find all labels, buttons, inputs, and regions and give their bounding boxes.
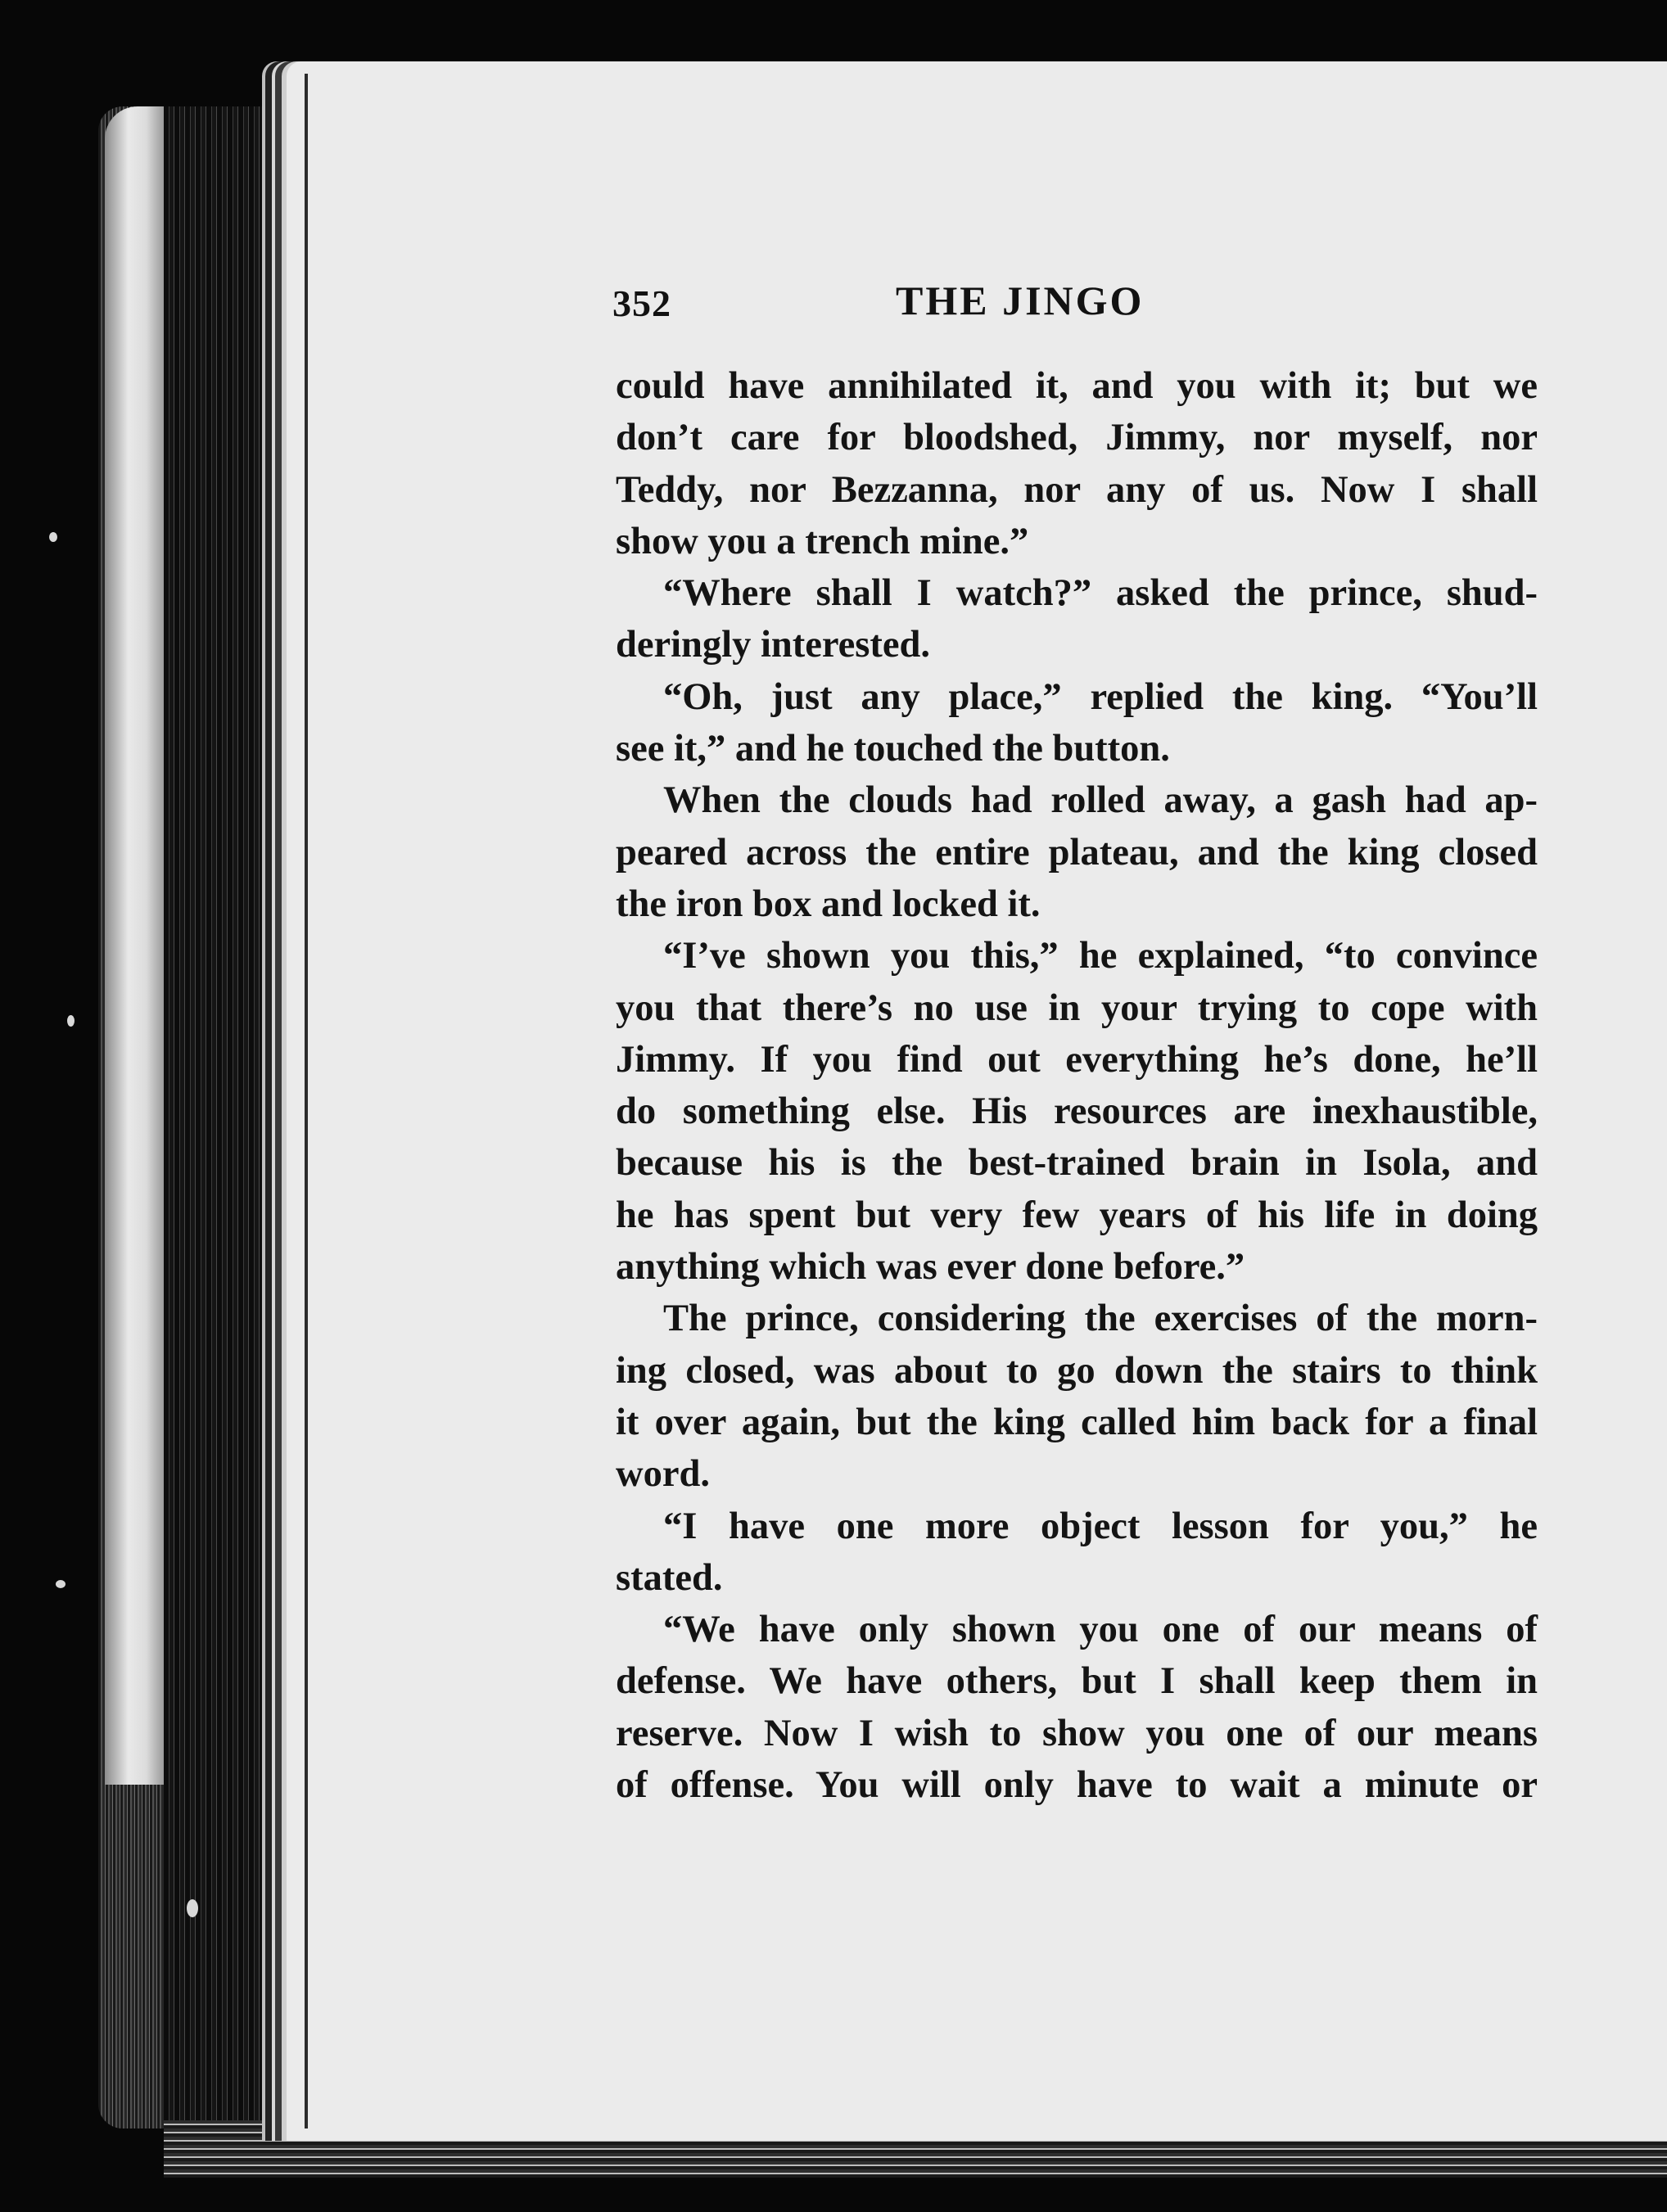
facing-page-edge [105,106,164,1785]
dust-speck [187,1899,198,1917]
text-line: “I’ve shown you this,” he explained, “to convince [663,935,1538,977]
text-line: “We have only shown you one of our means of [663,1609,1538,1651]
text-line: “Where shall I watch?” asked the prince, shud- [663,572,1538,615]
page-header [612,277,1538,334]
text-line: defense. We have others, but I shall keep them in [616,1660,1538,1703]
text-line: show you a trench mine.” [616,520,1029,562]
text-line: word. [616,1453,710,1496]
text-line: he has spent but very few years of his life in doing [616,1194,1538,1236]
text-line: ing closed, was about to go down the stairs to think [616,1349,1538,1392]
book-spine-shadow [164,106,262,2137]
dust-speck [49,532,57,542]
text-line: anything which was ever done before.” [616,1246,1245,1289]
text-line: because his is the best-trained brain in Isola, and [616,1142,1538,1185]
text-line: Teddy, nor Bezzanna, nor any of us. Now I shall [616,468,1538,511]
page-number: 352 [612,282,671,324]
text-line: “Oh, just any place,” replied the king. “You’ll [663,675,1538,718]
gutter-line [305,74,308,2128]
dust-speck [67,1015,75,1027]
text-line: of offense. You will only have to wait a minute or [616,1764,1538,1807]
text-line: reserve. Now I wish to show you one of our means [616,1712,1538,1754]
text-line: When the clouds had rolled away, a gash had ap- [663,779,1538,822]
text-line: stated. [616,1556,723,1599]
text-line: you that there’s no use in your trying to cope with [616,986,1538,1029]
dust-speck [56,1580,66,1588]
text-line: see it,” and he touched the button. [616,728,1170,770]
text-line: could have annihilated it, and you with it; but we [616,365,1538,407]
text-line: The prince, considering the exercises of the morn- [663,1298,1538,1340]
running-title: THE JINGO [896,278,1145,323]
text-line: “I have one more object lesson for you,” he [663,1505,1538,1547]
text-line: the iron box and locked it. [616,883,1041,925]
text-line: deringly interested. [616,624,931,666]
text-line: it over again, but the king called him back for a final [616,1401,1538,1443]
text-line: Jimmy. If you find out everything he’s done, he’ll [616,1038,1538,1081]
text-line: do something else. His resources are inexhaustible, [616,1090,1538,1133]
text-line: peared across the entire plateau, and the king closed [616,831,1538,874]
text-line: don’t care for bloodshed, Jimmy, nor myself, nor [616,417,1538,459]
body-text [616,360,1538,1811]
